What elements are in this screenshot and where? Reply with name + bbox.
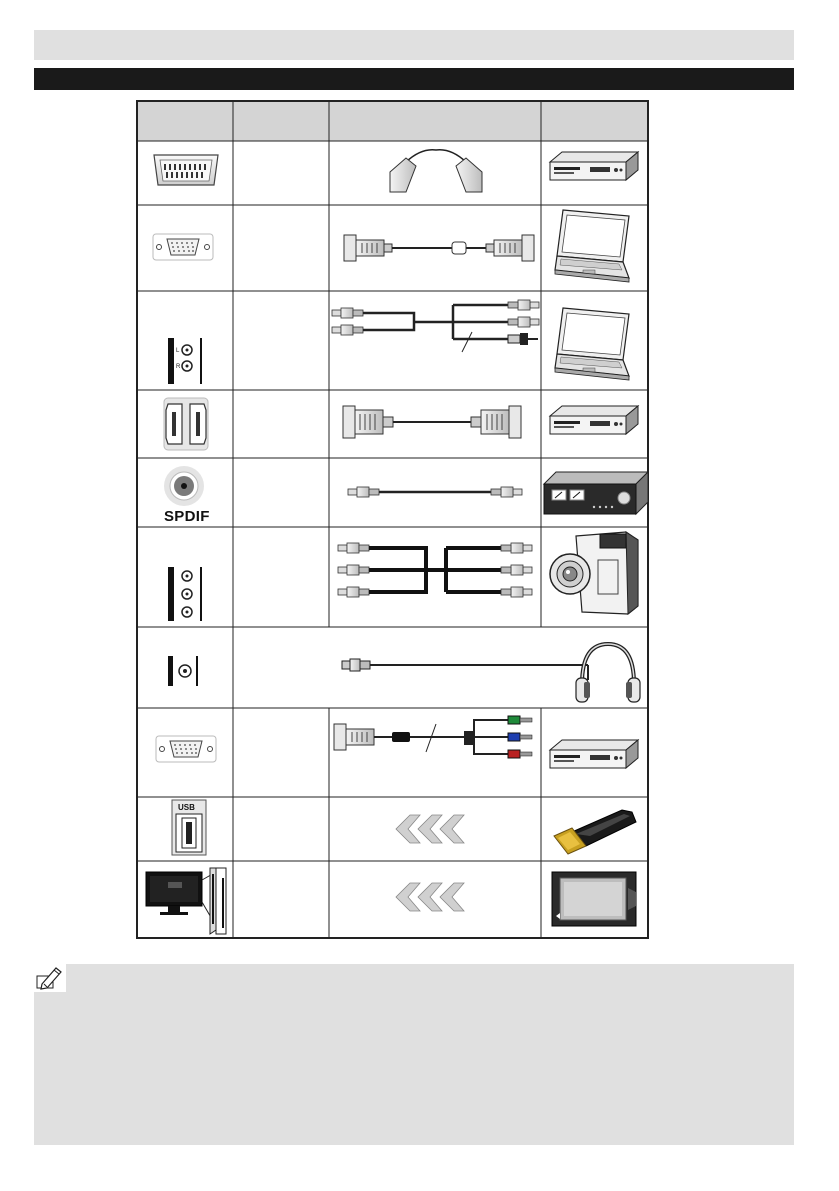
dvd-recorder-icon — [550, 152, 638, 180]
ypbpr-cable-icon — [334, 716, 532, 758]
pc-audio-socket-icon — [168, 338, 202, 384]
section-title-band — [34, 68, 794, 90]
usb-label: USB — [178, 803, 195, 812]
hdmi-socket-icon — [164, 398, 208, 450]
camcorder-icon — [550, 532, 638, 614]
connection-table — [136, 100, 649, 939]
headphones-icon — [576, 644, 640, 702]
laptop-icon — [555, 210, 629, 282]
av-cable-icon — [338, 543, 532, 597]
ypbpr-socket-icon — [156, 736, 216, 762]
note-box — [34, 964, 794, 1145]
scart-socket-icon — [154, 155, 218, 185]
pc-audio-cable-icon — [332, 300, 539, 352]
insert-arrows-icon — [396, 815, 464, 843]
spdif-socket-icon — [164, 466, 204, 506]
dvd-player-icon — [550, 406, 638, 434]
audio-amplifier-icon — [544, 472, 648, 514]
svg-text:L: L — [176, 348, 180, 354]
header-band — [34, 30, 794, 60]
hdmi-cable-icon — [343, 406, 521, 438]
cam-module-icon — [552, 872, 636, 926]
svg-text:R: R — [176, 364, 181, 370]
vga-cable-icon — [344, 235, 534, 261]
ci-slot-icon — [146, 868, 226, 934]
insert-arrows-icon-2 — [396, 883, 464, 911]
av-socket-icon — [168, 567, 202, 621]
dvd-player-icon-2 — [550, 740, 638, 768]
laptop-icon-2 — [555, 308, 629, 380]
usb-stick-icon — [554, 810, 636, 854]
vga-socket-icon — [153, 234, 213, 260]
headphone-socket-icon — [168, 656, 198, 686]
scart-cable-icon — [390, 150, 482, 192]
coaxial-cable-icon — [348, 487, 522, 497]
spdif-label: SPDIF — [164, 508, 210, 525]
table-header-row — [137, 101, 648, 141]
headphone-cable-icon — [342, 659, 588, 680]
note-pencil-icon — [34, 964, 66, 992]
